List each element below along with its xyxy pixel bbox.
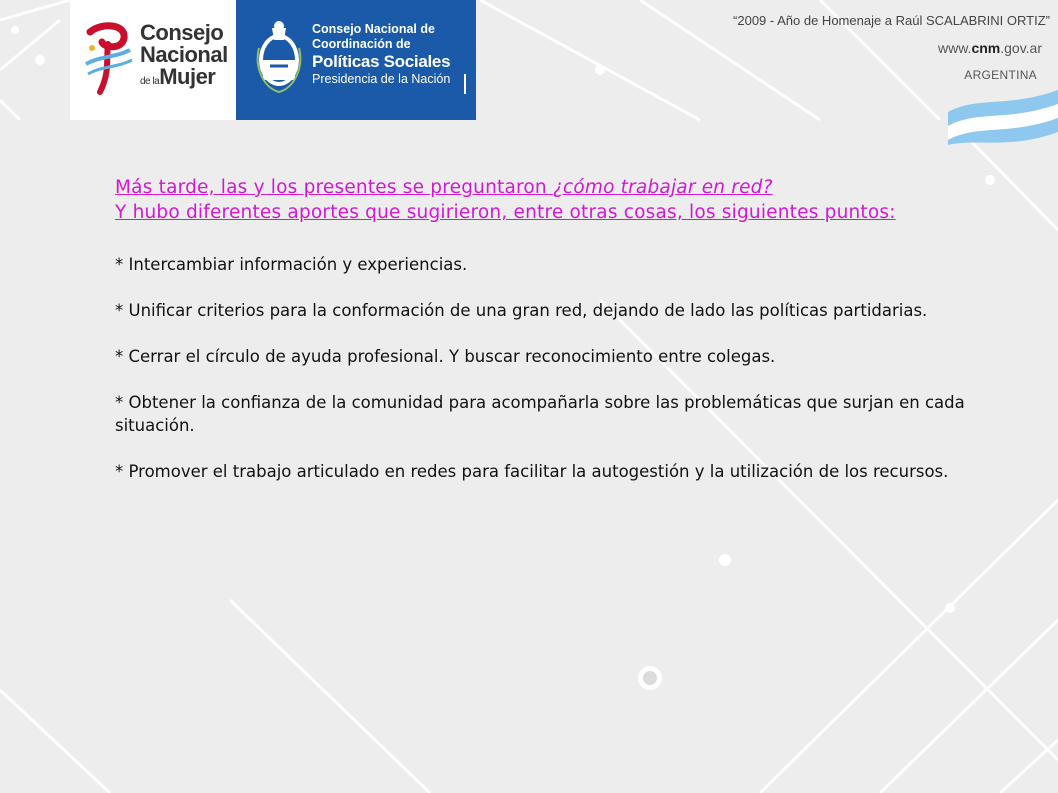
cnc-logo-line2: Coordinación de bbox=[312, 37, 411, 51]
website-url bbox=[880, 40, 1042, 56]
cnc-logo-line3: Políticas Sociales bbox=[312, 52, 451, 71]
cnm-logo-line3-small: de la bbox=[140, 76, 160, 87]
homage-motto: “2009 - Año de Homenaje a Raúl SCALABRINI ORTIZ” bbox=[733, 13, 1050, 28]
heading bbox=[115, 175, 967, 225]
cnc-logo-line4: Presidencia de la Nación bbox=[312, 72, 451, 86]
url-bold: cnm bbox=[971, 40, 1001, 56]
header-banner bbox=[0, 0, 1058, 122]
bullet-3: * Cerrar el círculo de ayuda profesional. Y buscar reconocimiento entre colegas. bbox=[115, 347, 776, 366]
cnc-logo bbox=[236, 0, 476, 120]
url-suffix: .gov.ar bbox=[1000, 40, 1042, 56]
national-shield-icon bbox=[254, 18, 304, 98]
bullet-5: * Promover el trabajo articulado en redes para facilitar la autogestión y la utilización de los recursos. bbox=[115, 462, 949, 481]
cnm-logo-line1: Consejo bbox=[140, 20, 224, 45]
heading-question: ¿cómo trabajar en red? bbox=[552, 177, 773, 198]
argentina-flag-icon bbox=[948, 90, 1058, 145]
cnc-logo-line1: Consejo Nacional de bbox=[312, 22, 435, 36]
heading-line2: Y hubo diferentes aportes que sugirieron, entre otras cosas, los siguientes puntos: bbox=[115, 202, 896, 223]
bullet-2: * Unificar criterios para la conformación de una gran red, dejando de lado las políticas partidarias. bbox=[115, 301, 928, 320]
bullet-4: * Obtener la confianza de la comunidad para acompañarla sobre las problemáticas que surjan en cada situación. bbox=[115, 393, 965, 435]
slide-content bbox=[115, 175, 967, 483]
cnm-emblem-icon bbox=[80, 20, 140, 100]
cnm-logo-line2: Nacional bbox=[140, 42, 228, 67]
country-label: ARGENTINA bbox=[964, 68, 1037, 82]
bullet-1: * Intercambiar información y experiencias. bbox=[115, 255, 468, 274]
cnm-logo bbox=[70, 0, 236, 120]
cnc-logo-divider bbox=[464, 74, 466, 94]
url-prefix: www. bbox=[937, 40, 972, 56]
cnm-logo-line3: Mujer bbox=[159, 64, 216, 89]
heading-line1-text: Más tarde, las y los presentes se preguntaron bbox=[115, 177, 553, 198]
